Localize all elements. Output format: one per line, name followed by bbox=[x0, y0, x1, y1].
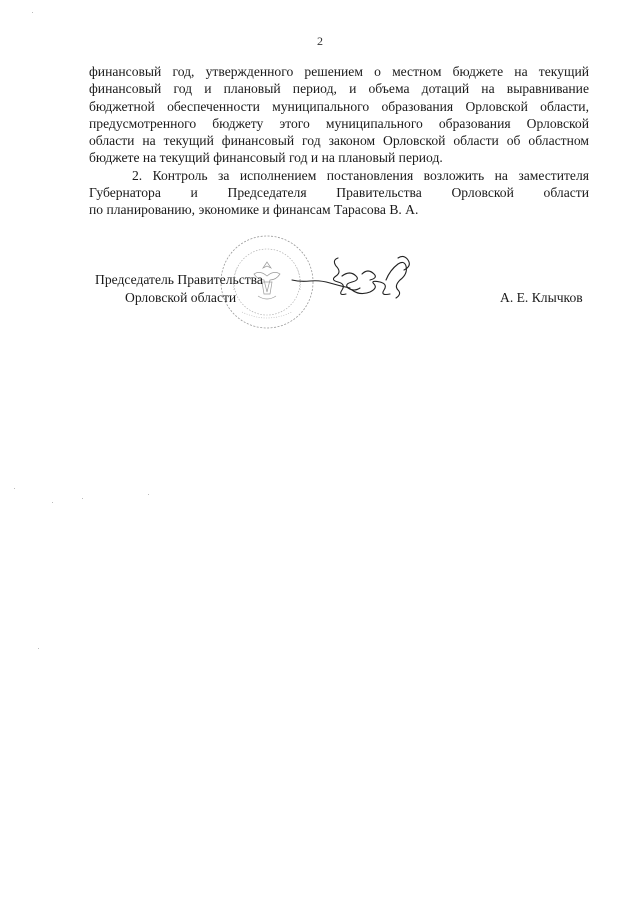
paragraph-2-line: 2. Контроль за исполнением постановления возложить на заместителя bbox=[132, 167, 589, 183]
paragraph-1-line: предусмотренного бюджету этого муниципального образования Орловской bbox=[89, 115, 589, 131]
signatory-title-line1: Председатель Правительства bbox=[95, 272, 263, 287]
signatory-name: А. Е. Клычков bbox=[500, 290, 583, 305]
signatory-title-line2: Орловской области bbox=[125, 290, 237, 305]
paragraph-1-line: бюджетной обеспеченности муниципального образования Орловской области, bbox=[89, 98, 589, 114]
scan-speck bbox=[32, 12, 33, 13]
scan-speck bbox=[38, 648, 39, 649]
paragraph-1-line: финансовый год и плановый период, и объема дотаций на выравнивание bbox=[89, 81, 589, 97]
paragraph-2-line: по планированию, экономике и финансам Тарасова В. А. bbox=[89, 202, 419, 218]
paragraph-2-line: Губернатора и Председателя Правительства Орловской области bbox=[89, 185, 589, 201]
scan-speck bbox=[14, 488, 15, 489]
paragraph-1-line: финансовый год, утвержденного решением о местном бюджете на текущий bbox=[89, 64, 589, 79]
scan-speck bbox=[82, 498, 83, 499]
page-number: 2 bbox=[317, 34, 323, 48]
scan-speck bbox=[52, 502, 53, 503]
paragraph-1-line: области на текущий финансовый год законом Орловской области об областном bbox=[89, 133, 589, 149]
paragraph-1-line: бюджете на текущий финансовый год и на плановый период. bbox=[89, 150, 443, 166]
handwritten-signature bbox=[290, 250, 420, 305]
scan-speck bbox=[148, 494, 149, 495]
